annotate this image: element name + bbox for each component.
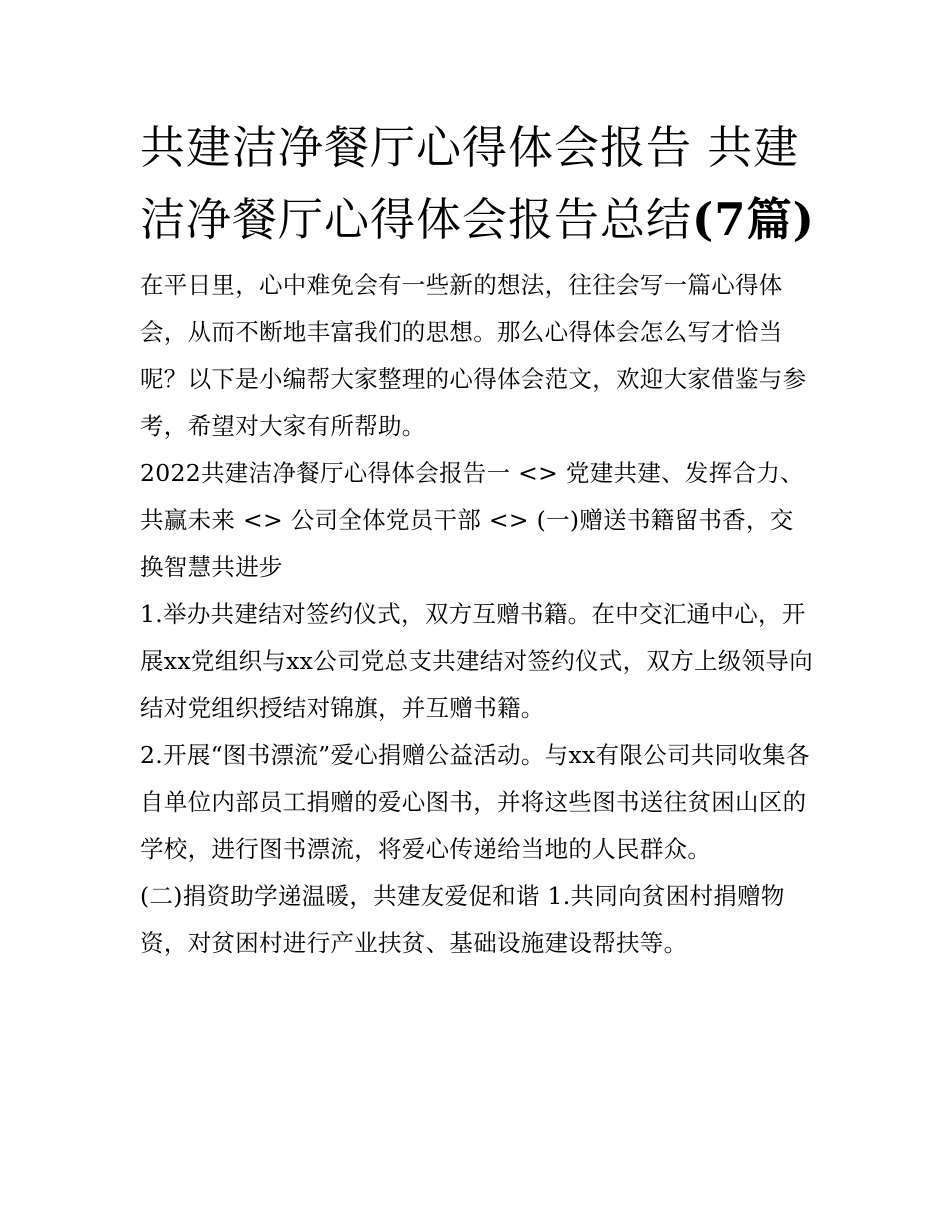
item-2-paragraph: 2.开展“图书漂流”爱心捐赠公益活动。与xx有限公司共同收集各自单位内部员工捐赠的爱心图书，并将这些图书送往贫困山区的学校，进行图书漂流，将爱心传递给当地的人民群众。 bbox=[140, 741, 810, 863]
document-body bbox=[140, 112, 815, 967]
item-1-paragraph: 1.举办共建结对签约仪式，双方互赠书籍。在中交汇通中心，开展xx党组织与xx公司党总支共建结对签约仪式，双方上级领导向结对党组织授结对锦旗，并互赠书籍。 bbox=[140, 600, 814, 722]
title-suffix: (7篇) bbox=[692, 193, 815, 246]
document-title bbox=[140, 112, 815, 256]
title-main: 共建洁净餐厅心得体会报告 共建洁净餐厅心得体会报告总结 bbox=[140, 121, 800, 246]
section-heading-paragraph: 2022共建洁净餐厅心得体会报告一 <> 党建共建、发挥合力、共赢未来 <> 公司全体党员干部 <> (一)赠送书籍留书香，交换智慧共进步 bbox=[140, 459, 804, 581]
intro-paragraph: 在平日里，心中难免会有一些新的想法，往往会写一篇心得体会，从而不断地丰富我们的思想。那么心得体会怎么写才恰当呢？以下是小编帮大家整理的心得体会范文，欢迎大家借鉴与参考，希望对大家有所帮助。 bbox=[140, 271, 807, 440]
section-2-paragraph: (二)捐资助学递温暖，共建友爱促和谐 1.共同向贫困村捐赠物资，对贫困村进行产业扶贫、基础设施建设帮扶等。 bbox=[140, 882, 785, 957]
